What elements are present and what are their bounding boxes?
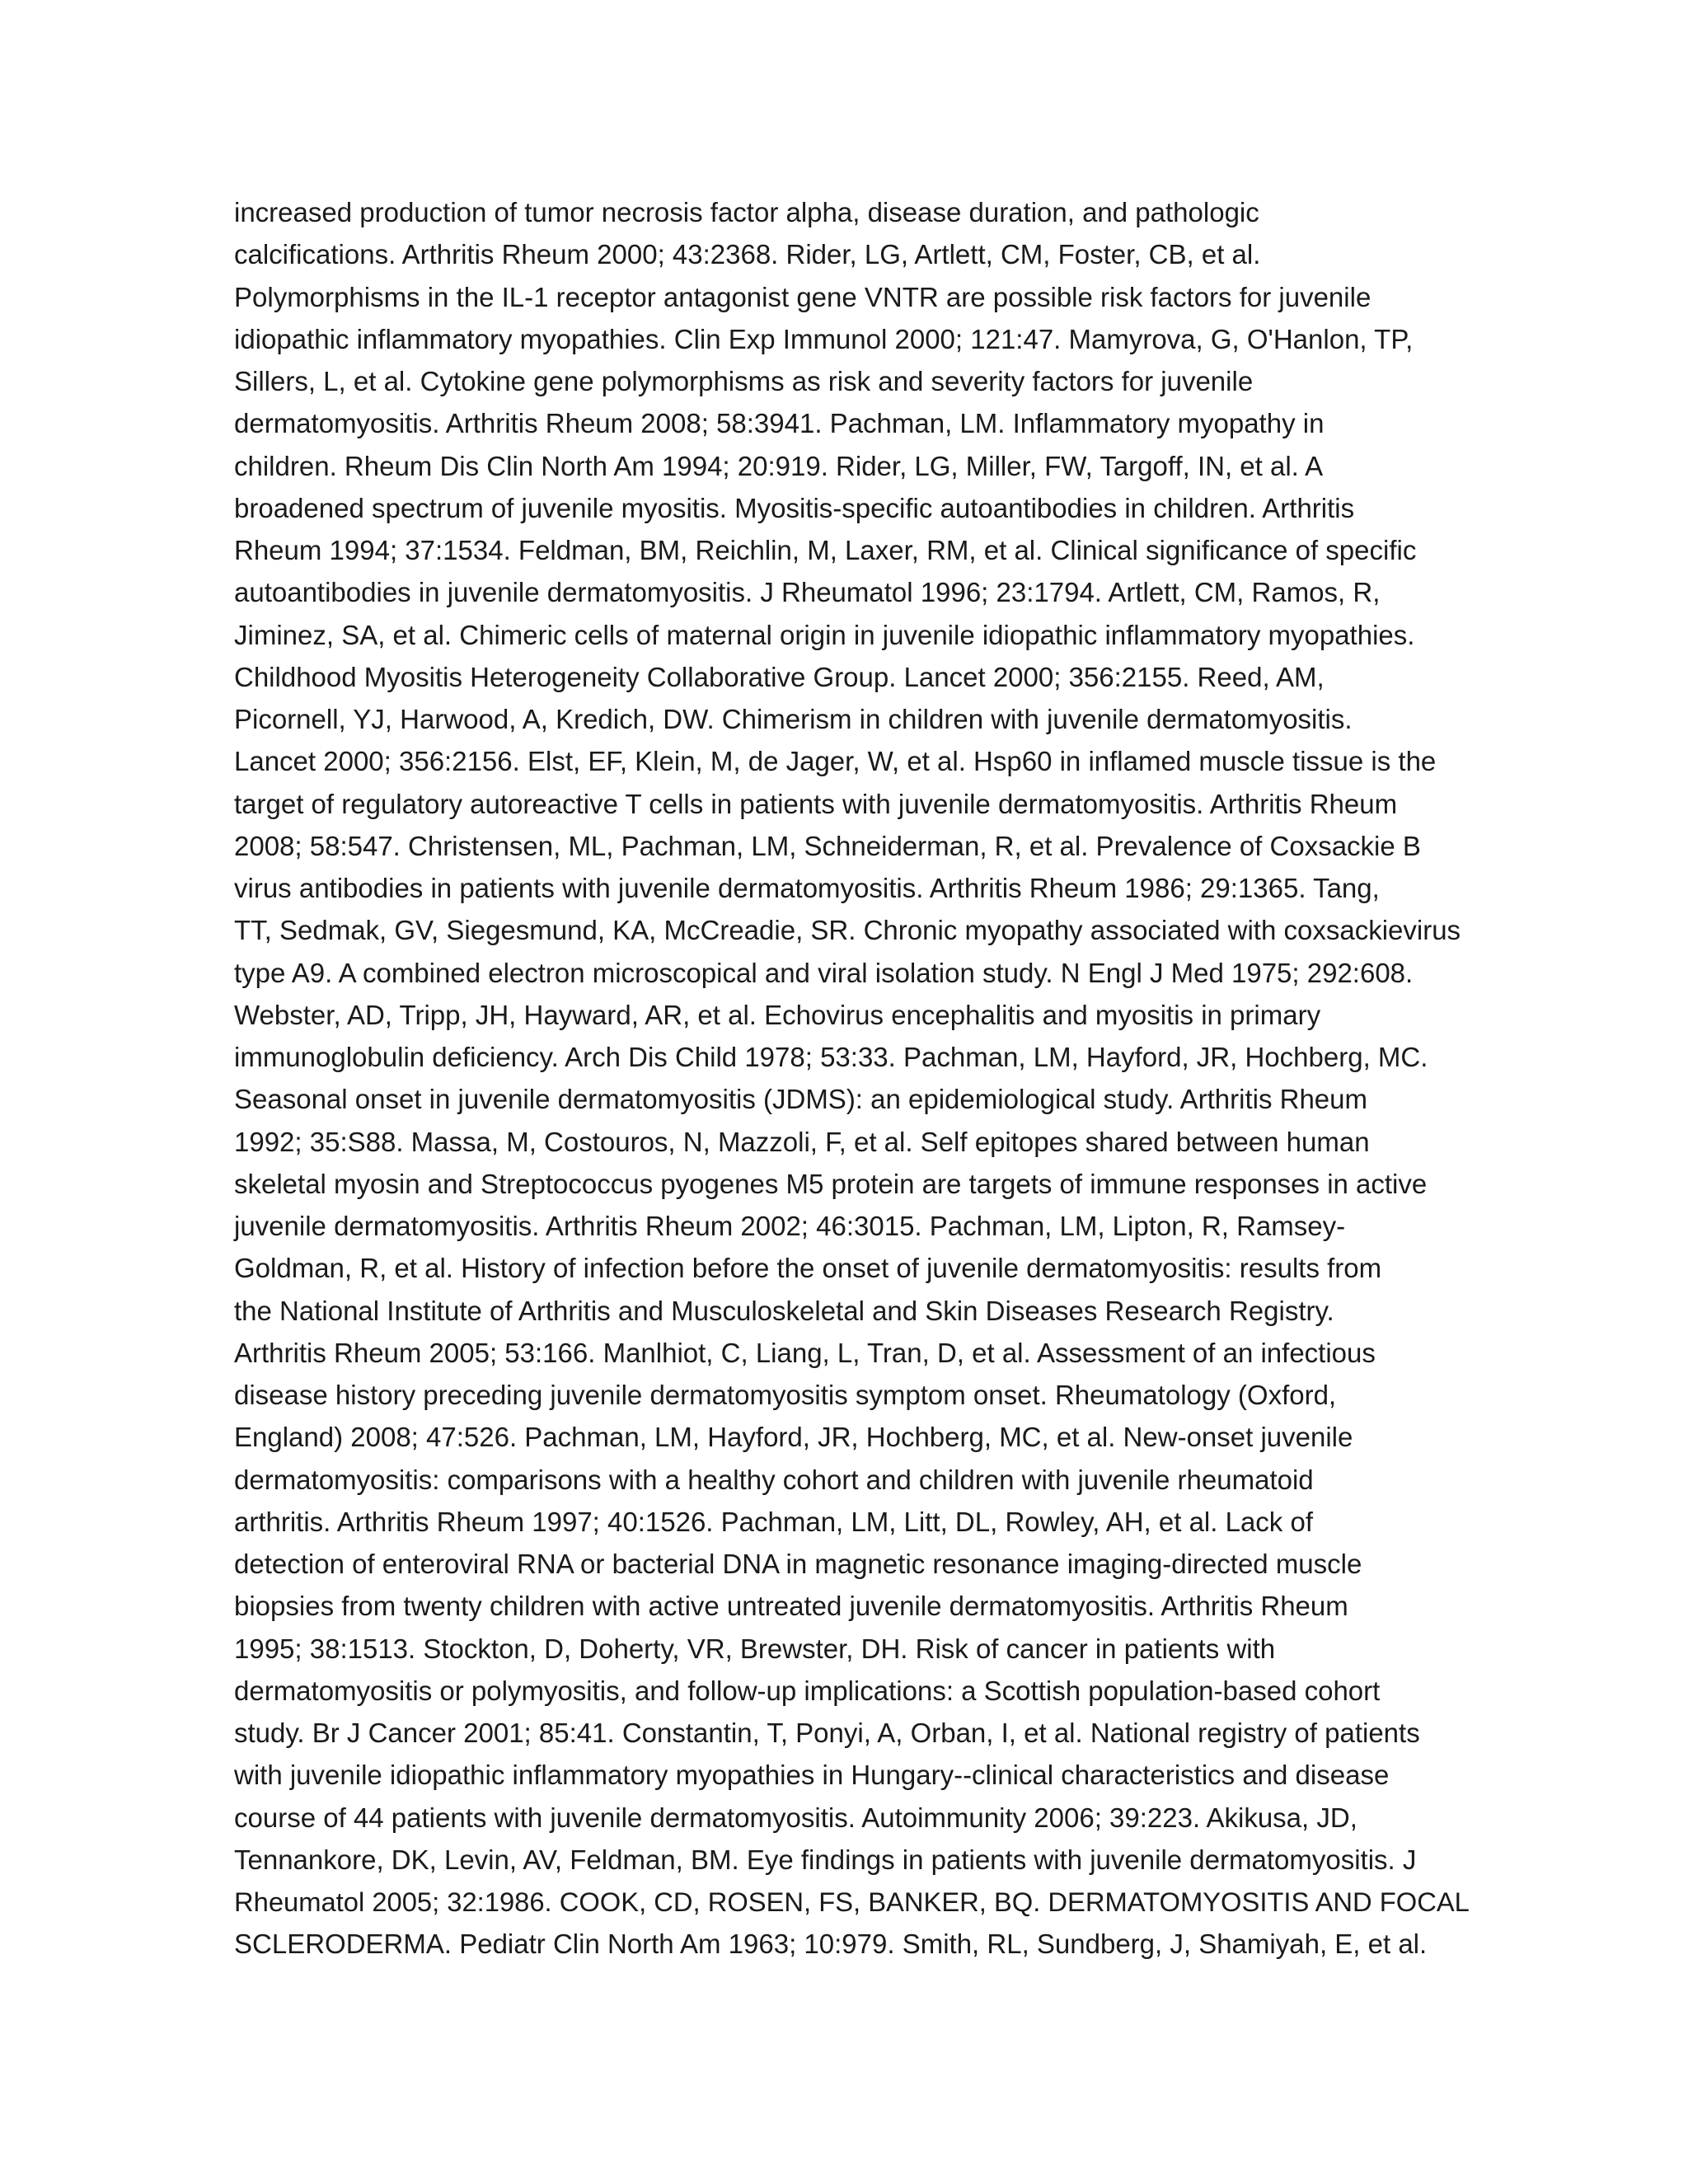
text-line: arthritis. Arthritis Rheum 1997; 40:1526. Pachman, LM, Litt, DL, Rowley, AH, et al. Lack of [234,1506,1313,1537]
text-line: Tennankore, DK, Levin, AV, Feldman, BM. Eye findings in patients with juvenile dermatomyositis. J [234,1844,1417,1875]
text-line: Sillers, L, et al. Cytokine gene polymorphisms as risk and severity factors for juvenile [234,366,1254,396]
text-line: England) 2008; 47:526. Pachman, LM, Hayford, JR, Hochberg, MC, et al. New-onset juvenile [234,1422,1353,1453]
text-line: 1992; 35:S88. Massa, M, Costouros, N, Mazzoli, F, et al. Self epitopes shared between human [234,1126,1370,1157]
text-line: study. Br J Cancer 2001; 85:41. Constantin, T, Ponyi, A, Orban, I, et al. National registry of patients [234,1718,1420,1748]
text-line: type A9. A combined electron microscopical and viral isolation study. N Engl J Med 1975; 292:608. [234,957,1414,988]
text-line: course of 44 patients with juvenile dermatomyositis. Autoimmunity 2006; 39:223. Akikusa, JD, [234,1802,1357,1833]
text-line: target of regulatory autoreactive T cells in patients with juvenile dermatomyositis. Arthritis Rheum [234,788,1398,819]
text-line: broadened spectrum of juvenile myositis. Myositis-specific autoantibodies in children. Arthritis [234,492,1355,523]
text-line: dermatomyositis: comparisons with a healthy cohort and children with juvenile rheumatoid [234,1464,1314,1495]
text-line: 1995; 38:1513. Stockton, D, Doherty, VR, Brewster, DH. Risk of cancer in patients with [234,1633,1276,1664]
text-line: Picornell, YJ, Harwood, A, Kredich, DW. Chimerism in children with juvenile dermatomyositis. [234,704,1353,734]
text-line: detection of enteroviral RNA or bacterial DNA in magnetic resonance imaging-directed muscle [234,1549,1362,1579]
text-line: Lancet 2000; 356:2156. Elst, EF, Klein, M, de Jager, W, et al. Hsp60 in inflamed muscle tissue is the [234,746,1437,777]
text-line: skeletal myosin and Streptococcus pyogenes M5 protein are targets of immune responses in active [234,1168,1428,1199]
text-line: juvenile dermatomyositis. Arthritis Rheum 2002; 46:3015. Pachman, LM, Lipton, R, Ramsey- [234,1211,1346,1241]
text-line: immunoglobulin deficiency. Arch Dis Child 1978; 53:33. Pachman, LM, Hayford, JR, Hochberg, MC. [234,1042,1428,1072]
text-line: Childhood Myositis Heterogeneity Collaborative Group. Lancet 2000; 356:2155. Reed, AM, [234,661,1325,692]
text-line: Polymorphisms in the IL-1 receptor antagonist gene VNTR are possible risk factors for juvenile [234,281,1372,312]
text-line: autoantibodies in juvenile dermatomyositis. J Rheumatol 1996; 23:1794. Artlett, CM, Ramos, R, [234,577,1381,608]
text-line: dermatomyositis. Arthritis Rheum 2008; 58:3941. Pachman, LM. Inflammatory myopathy in [234,408,1325,439]
text-line: virus antibodies in patients with juvenile dermatomyositis. Arthritis Rheum 1986; 29:1365. Tang, [234,873,1380,903]
text-line: children. Rheum Dis Clin North Am 1994; 20:919. Rider, LG, Miller, FW, Targoff, IN, et al. A [234,450,1324,481]
text-line: Rheumatol 2005; 32:1986. COOK, CD, ROSEN, FS, BANKER, BQ. DERMATOMYOSITIS AND FOCAL [234,1886,1470,1917]
text-line: TT, Sedmak, GV, Siegesmund, KA, McCreadie, SR. Chronic myopathy associated with coxsackievirus [234,915,1461,946]
text-line: Webster, AD, Tripp, JH, Hayward, AR, et al. Echovirus encephalitis and myositis in primary [234,999,1321,1030]
text-line: SCLERODERMA. Pediatr Clin North Am 1963; 10:979. Smith, RL, Sundberg, J, Shamiyah, E, et al. [234,1929,1428,1960]
text-line: Seasonal onset in juvenile dermatomyositis (JDMS): an epidemiological study. Arthritis Rheum [234,1084,1367,1115]
text-line: Goldman, R, et al. History of infection before the onset of juvenile dermatomyositis: results from [234,1253,1382,1284]
text-line: disease history preceding juvenile dermatomyositis symptom onset. Rheumatology (Oxford, [234,1380,1337,1410]
text-line: idiopathic inflammatory myopathies. Clin Exp Immunol 2000; 121:47. Mamyrova, G, O'Hanlon, TP, [234,323,1414,354]
text-line: with juvenile idiopathic inflammatory myopathies in Hungary--clinical characteristics and disease [234,1760,1390,1791]
reference-text-block [234,191,1470,1966]
text-line: 2008; 58:547. Christensen, ML, Pachman, LM, Schneiderman, R, et al. Prevalence of Coxsackie B [234,830,1421,861]
text-line: biopsies from twenty children with active untreated juvenile dermatomyositis. Arthritis Rheum [234,1591,1348,1622]
text-line: the National Institute of Arthritis and Musculoskeletal and Skin Diseases Research Registry. [234,1295,1334,1326]
text-line: dermatomyositis or polymyositis, and follow-up implications: a Scottish population-based cohort [234,1675,1381,1706]
text-line: calcifications. Arthritis Rheum 2000; 43:2368. Rider, LG, Artlett, CM, Foster, CB, et al. [234,239,1261,270]
text-line: increased production of tumor necrosis factor alpha, disease duration, and pathologic [234,197,1259,227]
text-line: Rheum 1994; 37:1534. Feldman, BM, Reichlin, M, Laxer, RM, et al. Clinical significance of specific [234,535,1417,565]
text-line: Arthritis Rheum 2005; 53:166. Manlhiot, C, Liang, L, Tran, D, et al. Assessment of an infectious [234,1337,1376,1368]
text-line: Jiminez, SA, et al. Chimeric cells of maternal origin in juvenile idiopathic inflammatory myopathies. [234,619,1415,650]
